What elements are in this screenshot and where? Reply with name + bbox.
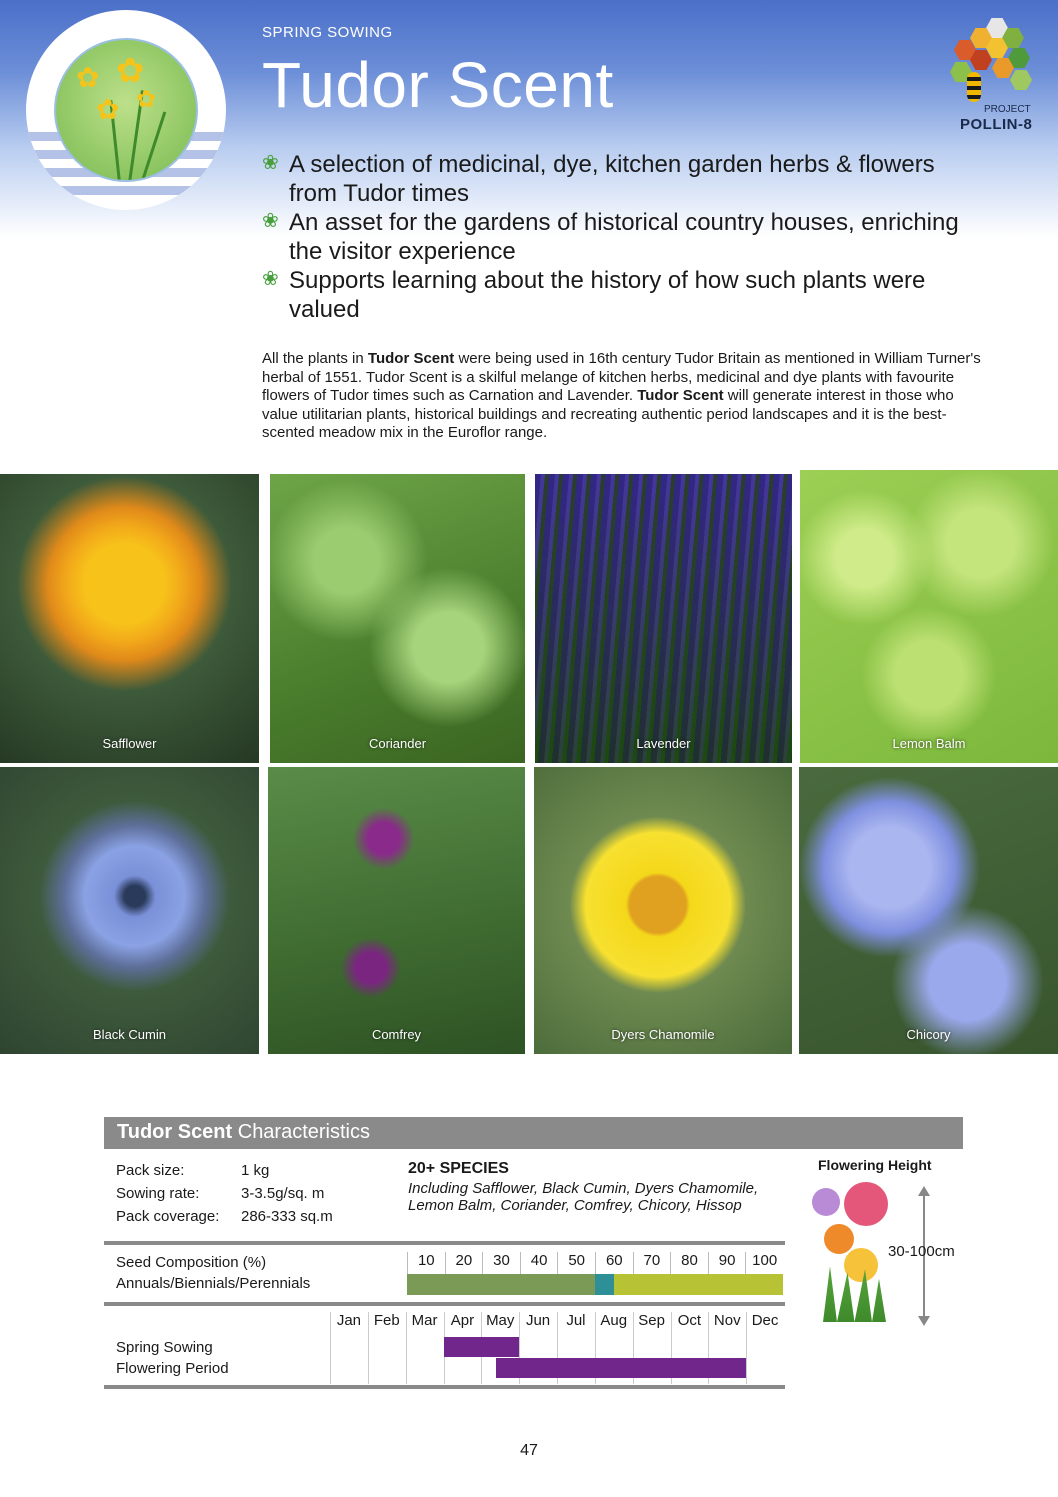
month-header: Mar xyxy=(411,1312,438,1329)
spring-sowing-bar xyxy=(444,1337,520,1357)
feature-item: ❀ A selection of medicinal, dye, kitchen garden herbs & flowers from Tudor times xyxy=(262,151,935,207)
month-header: Dec xyxy=(751,1312,779,1329)
intro-paragraph: All the plants in Tudor Scent were being used in 16th century Tudor Britain as mentioned in William Turner's herbal of 1551. Tudor Scent is a skilful melange of kitchen herbs, medicinal and dye plants with favourite flowers of Tudor times such as Carnation and Lavender. Tudor Scent will generate interest in those who value utilitarian plants, historical buildings and recreating authentic period landscapes and it is the best-scented meadow mix in the Euroflor range. xyxy=(262,350,981,441)
photo-comfrey: Comfrey xyxy=(268,767,525,1054)
month-header: Apr xyxy=(450,1312,475,1329)
composition-biennials-bar xyxy=(595,1274,614,1295)
photo-chicory: Chicory xyxy=(799,767,1058,1054)
month-header: Jan xyxy=(336,1312,361,1329)
month-header: Sep xyxy=(638,1312,665,1329)
month-header: Oct xyxy=(677,1312,702,1329)
pack-info xyxy=(116,1159,333,1228)
daffodil-logo xyxy=(26,10,226,210)
percent-tick: 70 xyxy=(633,1252,671,1274)
month-header: Aug xyxy=(600,1312,628,1329)
composition-annuals-bar xyxy=(407,1274,595,1295)
flower-bullet-icon: ❀ xyxy=(262,268,279,290)
divider xyxy=(104,1302,785,1306)
project-name: POLLIN-8 xyxy=(960,116,1033,133)
photo-coriander: Coriander xyxy=(270,474,525,763)
page-number: 47 xyxy=(520,1442,538,1459)
photo-lemon-balm: Lemon Balm xyxy=(800,470,1058,763)
feature-list xyxy=(262,150,982,324)
percent-tick: 60 xyxy=(595,1252,633,1274)
arrow-down-icon xyxy=(918,1316,930,1326)
species-count: 20+ SPECIES xyxy=(408,1160,509,1177)
percent-tick: 80 xyxy=(670,1252,708,1274)
characteristics-header xyxy=(104,1117,963,1149)
month-header: Jul xyxy=(566,1312,586,1329)
sowing-rate-row: Sowing rate: 3-3.5g/sq. m xyxy=(116,1185,325,1202)
flowering-height-range: 30-100cm xyxy=(888,1243,955,1260)
flowering-period-bar xyxy=(496,1358,746,1378)
divider xyxy=(104,1241,785,1245)
percent-tick: 40 xyxy=(520,1252,558,1274)
period-labels: Spring Sowing Flowering Period xyxy=(116,1339,229,1377)
percent-tick: 20 xyxy=(445,1252,483,1274)
flower-bullet-icon: ❀ xyxy=(262,152,279,174)
percent-tick: 10 xyxy=(407,1252,445,1274)
section-eyebrow: SPRING SOWING xyxy=(262,24,393,41)
percent-tick: 50 xyxy=(557,1252,595,1274)
characteristics-title: Tudor Scent Characteristics xyxy=(117,1121,370,1143)
photo-safflower: Safflower xyxy=(0,474,259,763)
photo-black-cumin: Black Cumin xyxy=(0,767,259,1054)
daffodil-icon: ✿ ✿ ✿ ✿ xyxy=(54,38,198,182)
bee-icon xyxy=(967,72,981,102)
month-gridline xyxy=(746,1312,747,1384)
pack-size-row: Pack size: 1 kg xyxy=(116,1162,270,1179)
month-gridline xyxy=(330,1312,331,1384)
flowering-height-title: Flowering Height xyxy=(818,1157,932,1173)
percent-tick: 30 xyxy=(482,1252,520,1274)
percent-tick: 100 xyxy=(745,1252,783,1274)
month-gridline xyxy=(368,1312,369,1384)
percent-tick: 90 xyxy=(708,1252,746,1274)
composition-perennials-bar xyxy=(614,1274,783,1295)
seed-composition-label: Seed Composition (%) Annuals/Biennials/Perennials xyxy=(116,1254,311,1292)
photo-lavender: Lavender xyxy=(535,474,792,763)
divider xyxy=(104,1385,785,1389)
feature-item: ❀ Supports learning about the history of how such plants were valued xyxy=(262,267,926,323)
hexagon-cluster-icon xyxy=(946,18,1030,96)
month-header: May xyxy=(486,1312,515,1329)
species-list: Including Safflower, Black Cumin, Dyers Chamomile, Lemon Balm, Coriander, Comfrey, Chicory, Hissop xyxy=(408,1180,759,1214)
photo-dyers-chamomile: Dyers Chamomile xyxy=(534,767,792,1054)
month-header: Jun xyxy=(525,1312,551,1329)
project-logo xyxy=(938,16,1038,136)
feature-item: ❀ An asset for the gardens of historical country houses, enriching the visitor experience xyxy=(262,209,959,265)
month-header: Nov xyxy=(713,1312,741,1329)
month-gridline xyxy=(406,1312,407,1384)
project-label: PROJECT xyxy=(984,104,1031,115)
flower-bullet-icon: ❀ xyxy=(262,210,279,232)
page-title: Tudor Scent xyxy=(262,49,614,121)
month-header: Feb xyxy=(373,1312,400,1329)
pack-coverage-row: Pack coverage: 286-333 sq.m xyxy=(116,1208,333,1225)
